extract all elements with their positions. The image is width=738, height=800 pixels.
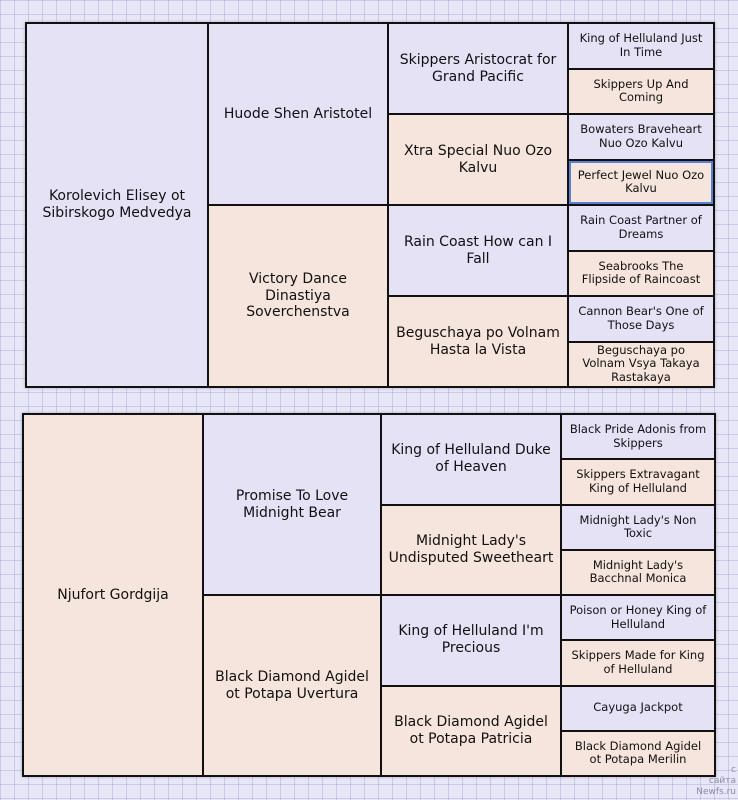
site-watermark — [696, 765, 736, 798]
pedigree-cell-ancestor[interactable]: Skippers Made for King of Helluland — [562, 641, 714, 684]
pedigree-cell-ancestor[interactable]: Black Pride Adonis from Skippers — [562, 415, 714, 458]
pedigree-cell-ancestor[interactable]: Skippers Extravagant King of Helluland — [562, 460, 714, 503]
pedigree-cell-ancestor[interactable]: Bowaters Braveheart Nuo Ozo Kalvu — [569, 115, 713, 159]
pedigree-cell-dam-sire[interactable]: Rain Coast How can I Fall — [389, 206, 567, 295]
pedigree-cell-ancestor[interactable]: Skippers Up And Coming — [569, 70, 713, 114]
watermark-line: сайта — [708, 776, 736, 786]
pedigree-table-1 — [25, 22, 715, 388]
pedigree-cell-ancestor[interactable]: Poison or Honey King of Helluland — [562, 596, 714, 639]
pedigree-cell-dam-sire[interactable]: King of Helluland I'm Precious — [382, 596, 560, 685]
pedigree-cell-ancestor-selected[interactable]: Perfect Jewel Nuo Ozo Kalvu — [569, 161, 713, 205]
pedigree-table-2 — [22, 413, 716, 777]
pedigree-cell-ancestor[interactable]: Rain Coast Partner of Dreams — [569, 206, 713, 250]
pedigree-cell-sire-dam[interactable]: Xtra Special Nuo Ozo Kalvu — [389, 115, 567, 204]
pedigree-cell-ancestor[interactable]: Midnight Lady's Bacchnal Monica — [562, 551, 714, 594]
pedigree-cell-dam-dam[interactable]: Black Diamond Agidel ot Potapa Patricia — [382, 687, 560, 776]
pedigree-cell-sire-sire[interactable]: King of Helluland Duke of Heaven — [382, 415, 560, 504]
pedigree-cell-ancestor[interactable]: Midnight Lady's Non Toxic — [562, 506, 714, 549]
pedigree-cell-sire-dam[interactable]: Midnight Lady's Undisputed Sweetheart — [382, 506, 560, 595]
pedigree-cell-ancestor[interactable]: Beguschaya po Volnam Vsya Takaya Rastakaya — [569, 343, 713, 387]
pedigree-cell-subject[interactable]: Korolevich Elisey ot Sibirskogo Medvedya — [27, 24, 207, 386]
pedigree-cell-ancestor[interactable]: Cannon Bear's One of Those Days — [569, 297, 713, 341]
pedigree-cell-ancestor[interactable]: King of Helluland Just In Time — [569, 24, 713, 68]
watermark-line: Newfs.ru — [696, 787, 736, 797]
pedigree-cell-sire[interactable]: Huode Shen Aristotel — [209, 24, 387, 204]
pedigree-cell-sire-sire[interactable]: Skippers Aristocrat for Grand Pacific — [389, 24, 567, 113]
pedigree-cell-ancestor[interactable]: Seabrooks The Flipside of Raincoast — [569, 252, 713, 296]
pedigree-cell-dam[interactable]: Victory Dance Dinastiya Soverchenstva — [209, 206, 387, 386]
pedigree-cell-ancestor[interactable]: Cayuga Jackpot — [562, 687, 714, 730]
pedigree-cell-ancestor[interactable]: Black Diamond Agidel ot Potapa Merilin — [562, 732, 714, 775]
watermark-line: с — [731, 765, 736, 775]
pedigree-cell-subject[interactable]: Njufort Gordgija — [24, 415, 202, 775]
pedigree-cell-dam-dam[interactable]: Beguschaya po Volnam Hasta la Vista — [389, 297, 567, 386]
pedigree-cell-dam[interactable]: Black Diamond Agidel ot Potapa Uvertura — [204, 596, 380, 775]
pedigree-cell-sire[interactable]: Promise To Love Midnight Bear — [204, 415, 380, 594]
